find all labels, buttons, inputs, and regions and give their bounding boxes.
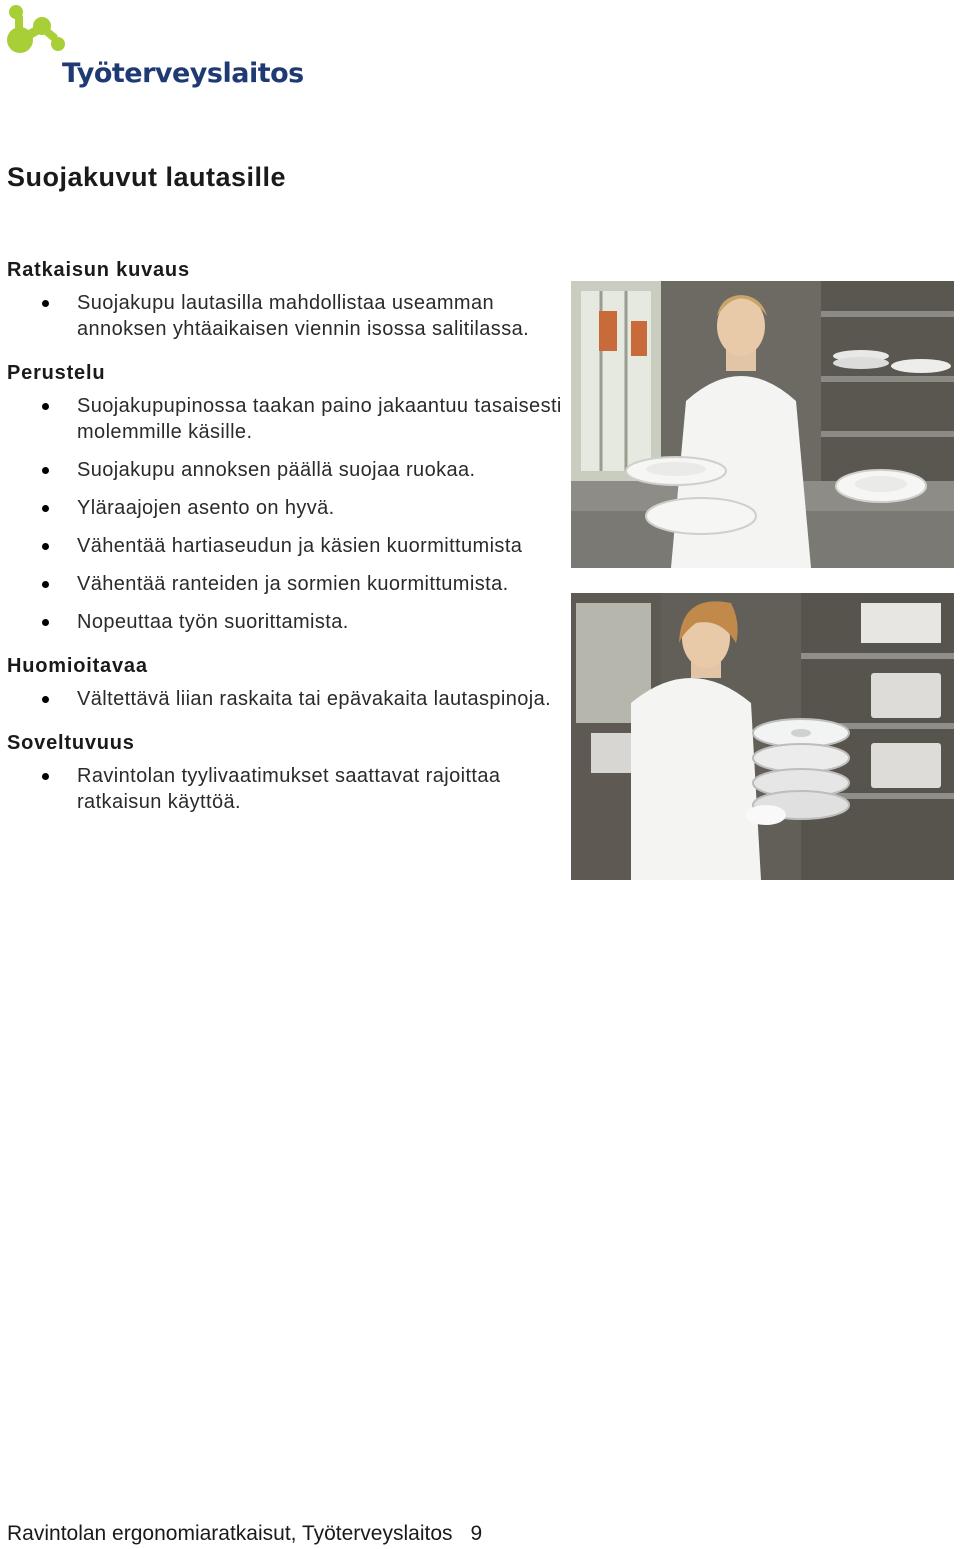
tyoterveyslaitos-logo (6, 4, 304, 92)
photo-waiter-holding-plates (571, 281, 954, 568)
bullet-list (7, 763, 562, 815)
section-huomioitavaa (7, 652, 562, 712)
bullet-icon (42, 543, 49, 550)
section-heading: Huomioitavaa (7, 655, 148, 677)
section-heading: Soveltuvuus (7, 732, 135, 754)
bullet-list (7, 393, 562, 635)
bullet-icon (42, 581, 49, 588)
list-item: Suojakupupinossa taakan paino jakaantuu tasaisesti molemmille käsille. (7, 393, 562, 445)
bullet-icon (42, 696, 49, 703)
section-heading: Ratkaisun kuvaus (7, 259, 190, 281)
section-heading: Perustelu (7, 362, 106, 384)
photo-waiter-holding-covered-plates (571, 593, 954, 880)
logo-wordmark: Työterveyslaitos (62, 58, 304, 89)
bullet-list (7, 290, 562, 342)
bullet-icon (42, 505, 49, 512)
page-footer (7, 1522, 482, 1546)
list-item: Suojakupu lautasilla mahdollistaa useamman annoksen yhtäaikaisen viennin isossa salitilassa. (7, 290, 562, 342)
bullet-list (7, 686, 562, 712)
bullet-icon (42, 773, 49, 780)
page-title: Suojakuvut lautasille (7, 162, 287, 192)
list-item: Vähentää ranteiden ja sormien kuormittumista. (7, 571, 562, 597)
list-item: Ravintolan tyylivaatimukset saattavat rajoittaa ratkaisun käyttöä. (7, 763, 562, 815)
bullet-icon (42, 403, 49, 410)
bullet-icon (42, 619, 49, 626)
section-perustelu (7, 359, 562, 635)
list-item: Vähentää hartiaseudun ja käsien kuormittumista (7, 533, 562, 559)
list-item: Vältettävä liian raskaita tai epävakaita lautaspinoja. (7, 686, 562, 712)
section-ratkaisun-kuvaus (7, 256, 562, 342)
footer-text: Ravintolan ergonomiaratkaisut, Työterveyslaitos (7, 1522, 453, 1545)
list-item: Suojakupu annoksen päällä suojaa ruokaa. (7, 457, 562, 483)
molecule-logo-icon (6, 4, 66, 64)
bullet-icon (42, 300, 49, 307)
list-item: Yläraajojen asento on hyvä. (7, 495, 562, 521)
list-item: Nopeuttaa työn suorittamista. (7, 609, 562, 635)
page-number: 9 (470, 1522, 483, 1545)
content (7, 256, 562, 832)
bullet-icon (42, 467, 49, 474)
section-soveltuvuus (7, 729, 562, 815)
